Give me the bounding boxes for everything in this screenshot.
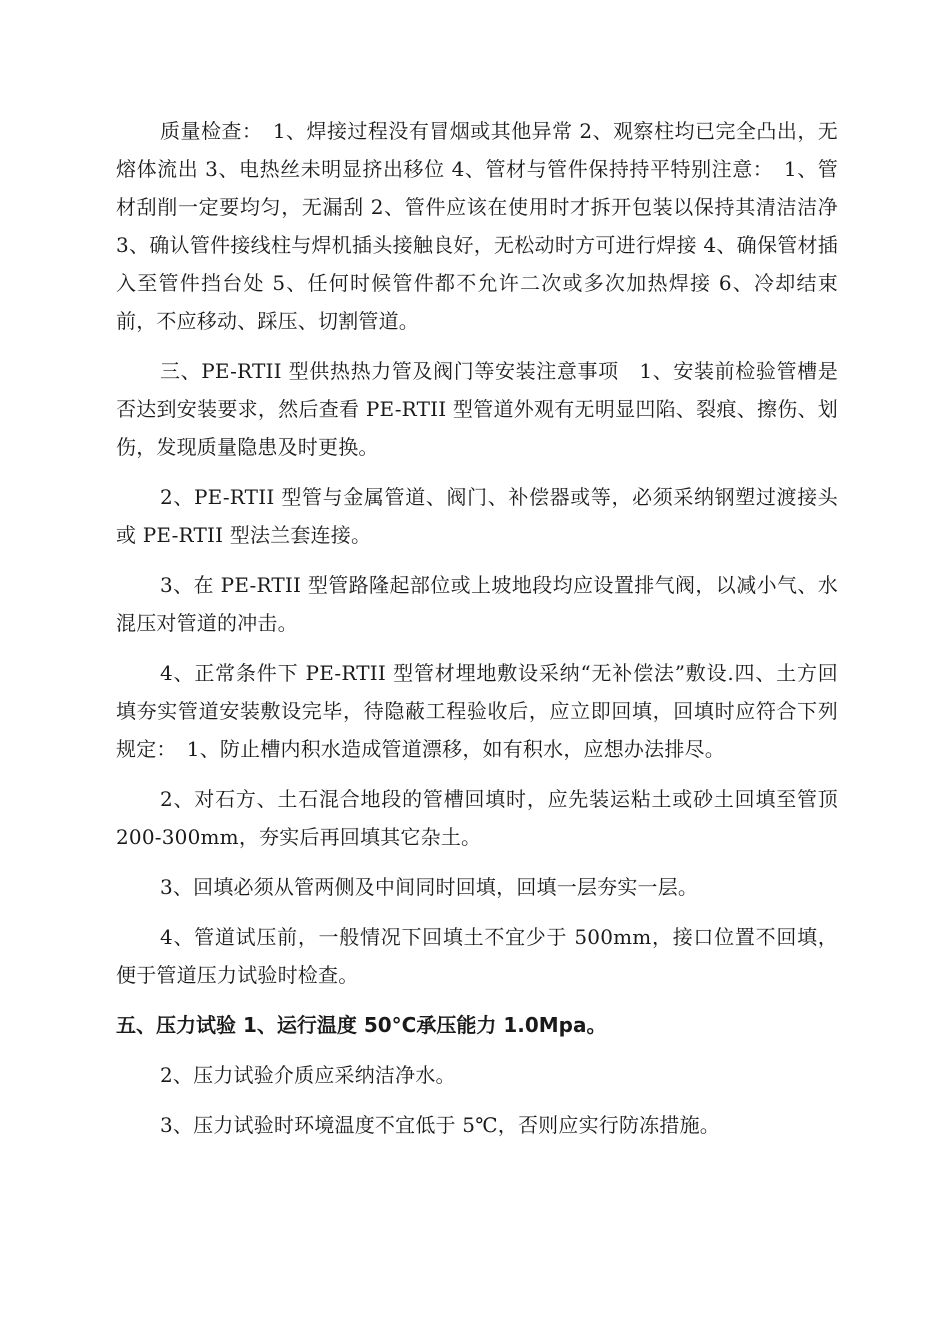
paragraph-item-3: 3、在 PE-RTII 型管路隆起部位或上坡地段均应设置排气阀，以减小气、水混压对管道的冲击。 [116, 573, 838, 635]
paragraph-section-three: 三、PE-RTII 型供热热力管及阀门等安装注意事项 1、安装前检验管槽是否达到安装要求，然后查看 PE-RTII 型管道外观有无明显凹陷、裂痕、擦伤、划伤，发现质量隐患及时更换。 [116, 359, 838, 459]
paragraph-item-2: 2、PE-RTII 型管与金属管道、阀门、补偿器或等，必须采纳钢塑过渡接头或 PE-RTII 型法兰套连接。 [116, 485, 838, 547]
paragraph-test-temperature: 3、压力试验时环境温度不宜低于 5℃，否则应实行防冻措施。 [160, 1113, 720, 1137]
paragraph-backfill-3: 3、回填必须从管两侧及中间同时回填，回填一层夯实一层。 [160, 875, 699, 899]
paragraph-quality-check: 质量检查： 1、焊接过程没有冒烟或其他异常 2、观察柱均已完全凸出，无熔体流出 3、电热丝未明显挤出移位 4、管材与管件保持持平特别注意： 1、管材刮削一定要均匀，无漏刮 2、管件应该在使用时才拆开包装以保持其清洁洁净 3、确认管件接线柱与焊机插头接触良好，无松动时方可进行焊接 4、确保管材插入至管件挡台处 5、任何时候管件都不允许二次或多次加热焊接 6、冷却结束前，不应移动、踩压、切割管道。 [116, 119, 838, 333]
paragraph-item-4: 4、正常条件下 PE-RTII 型管材埋地敷设采纳“无补偿法”敷设.四、土方回填夯实管道安装敷设完毕，待隐蔽工程验收后，应立即回填，回填时应符合下列规定： 1、防止槽内积水造成管道漂移，如有积水，应想办法排尽。 [116, 661, 838, 761]
paragraph-test-medium: 2、压力试验介质应采纳洁净水。 [160, 1063, 456, 1087]
paragraph-backfill-4: 4、管道试压前，一般情况下回填土不宜少于 500mm，接口位置不回填，便于管道压力试验时检查。 [116, 925, 838, 987]
section-heading-pressure-test: 五、压力试验 1、运行温度 50°C承压能力 1.0Mpa。 [116, 1013, 607, 1037]
paragraph-backfill-2: 2、对石方、土石混合地段的管槽回填时，应先装运粘土或砂土回填至管顶 200-300mm，夯实后再回填其它杂土。 [116, 787, 838, 849]
